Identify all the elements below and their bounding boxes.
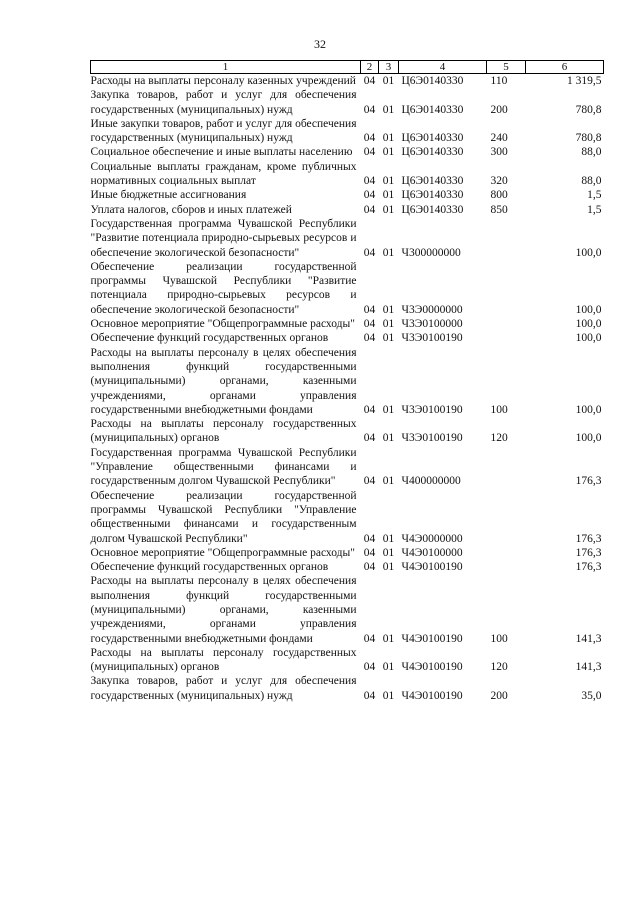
- row-name: Расходы на выплаты персоналу государственных (муниципальных) органов: [90, 418, 357, 445]
- table-header-row: [91, 61, 604, 74]
- row-amount: 141,3: [575, 632, 602, 645]
- row-expense-type: [487, 489, 526, 546]
- row-name: Расходы на выплаты персоналу в целях обеспечения выполнения функций государственными (муниципальными) органами, казенными учреждениями, органами управления государственными внебюджетными фондами: [90, 346, 357, 416]
- row-subsection: 01: [382, 561, 395, 574]
- table-row: [91, 74, 604, 89]
- row-name: Расходы на выплаты персоналу в целях обеспечения выполнения функций государственными (муниципальными) органами, казенными учреждениями, органами управления государственными внебюджетными фондами: [90, 575, 357, 645]
- row-target-article: Ч3Э0100190: [401, 403, 463, 416]
- row-target-article: Ц6Э0140330: [401, 146, 464, 159]
- row-subsection: 01: [382, 103, 395, 116]
- row-section: 04: [363, 332, 376, 345]
- row-subsection: 01: [382, 175, 395, 188]
- row-expense-type: [487, 260, 526, 317]
- row-target-article: Ч4Э0100000: [401, 546, 463, 559]
- row-section: 04: [363, 475, 376, 488]
- row-target-article: Ч4Э0100190: [401, 661, 463, 674]
- row-target-article: Ц6Э0140330: [401, 203, 464, 216]
- row-subsection: 01: [382, 189, 395, 202]
- row-subsection: 01: [382, 689, 395, 702]
- row-expense-type: 110: [490, 75, 508, 87]
- row-expense-type: 800: [490, 189, 508, 202]
- table-row: [91, 117, 604, 146]
- row-target-article: Ц6Э0140330: [401, 189, 464, 202]
- page-number: 32: [314, 37, 326, 51]
- row-amount: 780,8: [575, 103, 602, 116]
- table-row: [91, 160, 604, 189]
- row-expense-type: 100: [490, 403, 508, 416]
- table-row: [91, 317, 604, 331]
- row-amount: 100,0: [575, 432, 602, 445]
- table-row: [91, 446, 604, 489]
- row-expense-type: 320: [490, 175, 508, 188]
- row-expense-type: 100: [490, 632, 508, 645]
- row-section: 04: [363, 146, 376, 159]
- row-subsection: 01: [382, 475, 395, 488]
- row-section: 04: [363, 432, 376, 445]
- row-section: 04: [363, 546, 376, 559]
- row-name: Обеспечение реализации государственной программы Чувашской Республики "Развитие потенциала природно-сырьевых ресурсов и обеспечение экологической безопасности": [90, 260, 357, 316]
- row-name: Расходы на выплаты персоналу государственных (муниципальных) органов: [90, 646, 357, 674]
- table-row: [91, 203, 604, 217]
- header-col-6: 6: [526, 61, 604, 74]
- header-col-4: 4: [399, 61, 487, 74]
- table-row: [91, 188, 604, 202]
- row-target-article: Ц6Э0140330: [401, 132, 464, 145]
- row-amount: 35,0: [581, 689, 602, 702]
- row-name: Иные бюджетные ассигнования: [90, 189, 247, 202]
- row-expense-type: 200: [490, 689, 508, 702]
- row-target-article: Ц6Э0140330: [401, 175, 464, 188]
- row-name: Закупка товаров, работ и услуг для обеспечения государственных (муниципальных) нужд: [90, 89, 357, 116]
- row-amount: 88,0: [581, 146, 602, 159]
- row-name: Государственная программа Чувашской Республики "Управление общественными финансами и государственным долгом Чувашской Республики": [90, 446, 357, 488]
- row-expense-type: 850: [490, 203, 508, 216]
- table-row: [91, 574, 604, 645]
- row-target-article: Ч4Э0100190: [401, 632, 463, 645]
- table-row: [91, 546, 604, 560]
- row-subsection: 01: [382, 403, 395, 416]
- row-target-article: Ц6Э0140330: [401, 103, 464, 116]
- row-target-article: Ч4Э0100190: [401, 561, 463, 574]
- row-amount: 100,0: [575, 303, 602, 316]
- row-name: Обеспечение функций государственных органов: [90, 561, 329, 574]
- row-amount: 100,0: [575, 318, 602, 331]
- row-subsection: 01: [382, 132, 395, 145]
- budget-table: [90, 60, 604, 703]
- row-section: 04: [363, 175, 376, 188]
- table-row: [91, 145, 604, 159]
- row-target-article: Ч4Э0000000: [401, 532, 463, 545]
- row-target-article: Ц6Э0140330: [401, 75, 464, 87]
- row-expense-type: [487, 446, 526, 489]
- table-row: [91, 260, 604, 317]
- row-expense-type: 120: [490, 661, 508, 674]
- row-subsection: 01: [382, 75, 395, 87]
- row-name: Обеспечение реализации государственной программы Чувашской Республики "Управление общественными финансами и государственным долгом Чувашской Республики": [90, 489, 357, 545]
- row-section: 04: [363, 318, 376, 331]
- row-amount: 1,5: [587, 203, 602, 216]
- row-name: Социальные выплаты гражданам, кроме публичных нормативных социальных выплат: [90, 160, 357, 188]
- table-row: [91, 88, 604, 117]
- row-section: 04: [363, 246, 376, 259]
- row-target-article: Ч3Э0100190: [401, 332, 463, 345]
- header-col-3: 3: [379, 61, 399, 74]
- row-amount: 176,3: [575, 475, 602, 488]
- row-subsection: 01: [382, 303, 395, 316]
- row-subsection: 01: [382, 532, 395, 545]
- row-section: 04: [363, 689, 376, 702]
- row-subsection: 01: [382, 318, 395, 331]
- row-section: 04: [363, 189, 376, 202]
- table-row: [91, 417, 604, 446]
- row-target-article: Ч3Э0000000: [401, 303, 463, 316]
- header-col-1: 1: [91, 61, 361, 74]
- row-target-article: Ч300000000: [401, 246, 461, 259]
- row-amount: 88,0: [581, 175, 602, 188]
- row-name: Обеспечение функций государственных органов: [90, 332, 329, 345]
- row-section: 04: [363, 661, 376, 674]
- row-amount: 176,3: [575, 561, 602, 574]
- header-col-5: 5: [487, 61, 526, 74]
- row-subsection: 01: [382, 203, 395, 216]
- row-amount: 141,3: [575, 661, 602, 674]
- row-expense-type: 120: [490, 432, 508, 445]
- row-name: Расходы на выплаты персоналу казенных учреждений: [90, 75, 356, 87]
- table-row: [91, 560, 604, 574]
- row-subsection: 01: [382, 632, 395, 645]
- row-section: 04: [363, 103, 376, 116]
- row-name: Закупка товаров, работ и услуг для обеспечения государственных (муниципальных) нужд: [90, 675, 357, 702]
- table-row: [91, 646, 604, 675]
- row-amount: 780,8: [575, 132, 602, 145]
- row-section: 04: [363, 303, 376, 316]
- row-expense-type: [487, 317, 526, 331]
- row-name: Иные закупки товаров, работ и услуг для обеспечения государственных (муниципальных) нужд: [90, 117, 357, 145]
- row-subsection: 01: [382, 332, 395, 345]
- row-amount: 100,0: [575, 246, 602, 259]
- row-target-article: Ч4Э0100190: [401, 689, 463, 702]
- row-target-article: Ч3Э0100000: [401, 318, 463, 331]
- row-subsection: 01: [382, 432, 395, 445]
- row-expense-type: 200: [490, 103, 508, 116]
- row-name: Основное мероприятие "Общепрограммные расходы": [90, 318, 355, 331]
- table-row: [91, 346, 604, 417]
- row-amount: 100,0: [575, 332, 602, 345]
- row-name: Социальное обеспечение и иные выплаты населению: [90, 146, 353, 159]
- row-amount: 176,3: [575, 546, 602, 559]
- table-row: [91, 217, 604, 260]
- row-name: Государственная программа Чувашской Республики "Развитие потенциала природно-сырьевых ресурсов и обеспечение экологической безопасности": [90, 217, 357, 259]
- row-expense-type: [487, 560, 526, 574]
- row-target-article: Ч3Э0100190: [401, 432, 463, 445]
- row-section: 04: [363, 632, 376, 645]
- header-col-2: 2: [361, 61, 379, 74]
- row-expense-type: 240: [490, 132, 508, 145]
- row-subsection: 01: [382, 146, 395, 159]
- table-row: [91, 674, 604, 703]
- row-amount: 1,5: [587, 189, 602, 202]
- row-subsection: 01: [382, 546, 395, 559]
- row-target-article: Ч400000000: [401, 475, 461, 488]
- row-name: Уплата налогов, сборов и иных платежей: [90, 203, 292, 216]
- row-expense-type: [487, 217, 526, 260]
- table-row: [91, 331, 604, 345]
- row-section: 04: [363, 403, 376, 416]
- row-section: 04: [363, 203, 376, 216]
- row-amount: 1 319,5: [567, 75, 602, 87]
- row-expense-type: 300: [490, 146, 508, 159]
- row-name: Основное мероприятие "Общепрограммные расходы": [90, 546, 355, 559]
- row-section: 04: [363, 561, 376, 574]
- row-subsection: 01: [382, 246, 395, 259]
- row-section: 04: [363, 532, 376, 545]
- row-section: 04: [363, 132, 376, 145]
- row-expense-type: [487, 331, 526, 345]
- row-amount: 100,0: [575, 403, 602, 416]
- row-section: 04: [363, 75, 376, 87]
- table-row: [91, 489, 604, 546]
- row-expense-type: [487, 546, 526, 560]
- row-amount: 176,3: [575, 532, 602, 545]
- row-subsection: 01: [382, 661, 395, 674]
